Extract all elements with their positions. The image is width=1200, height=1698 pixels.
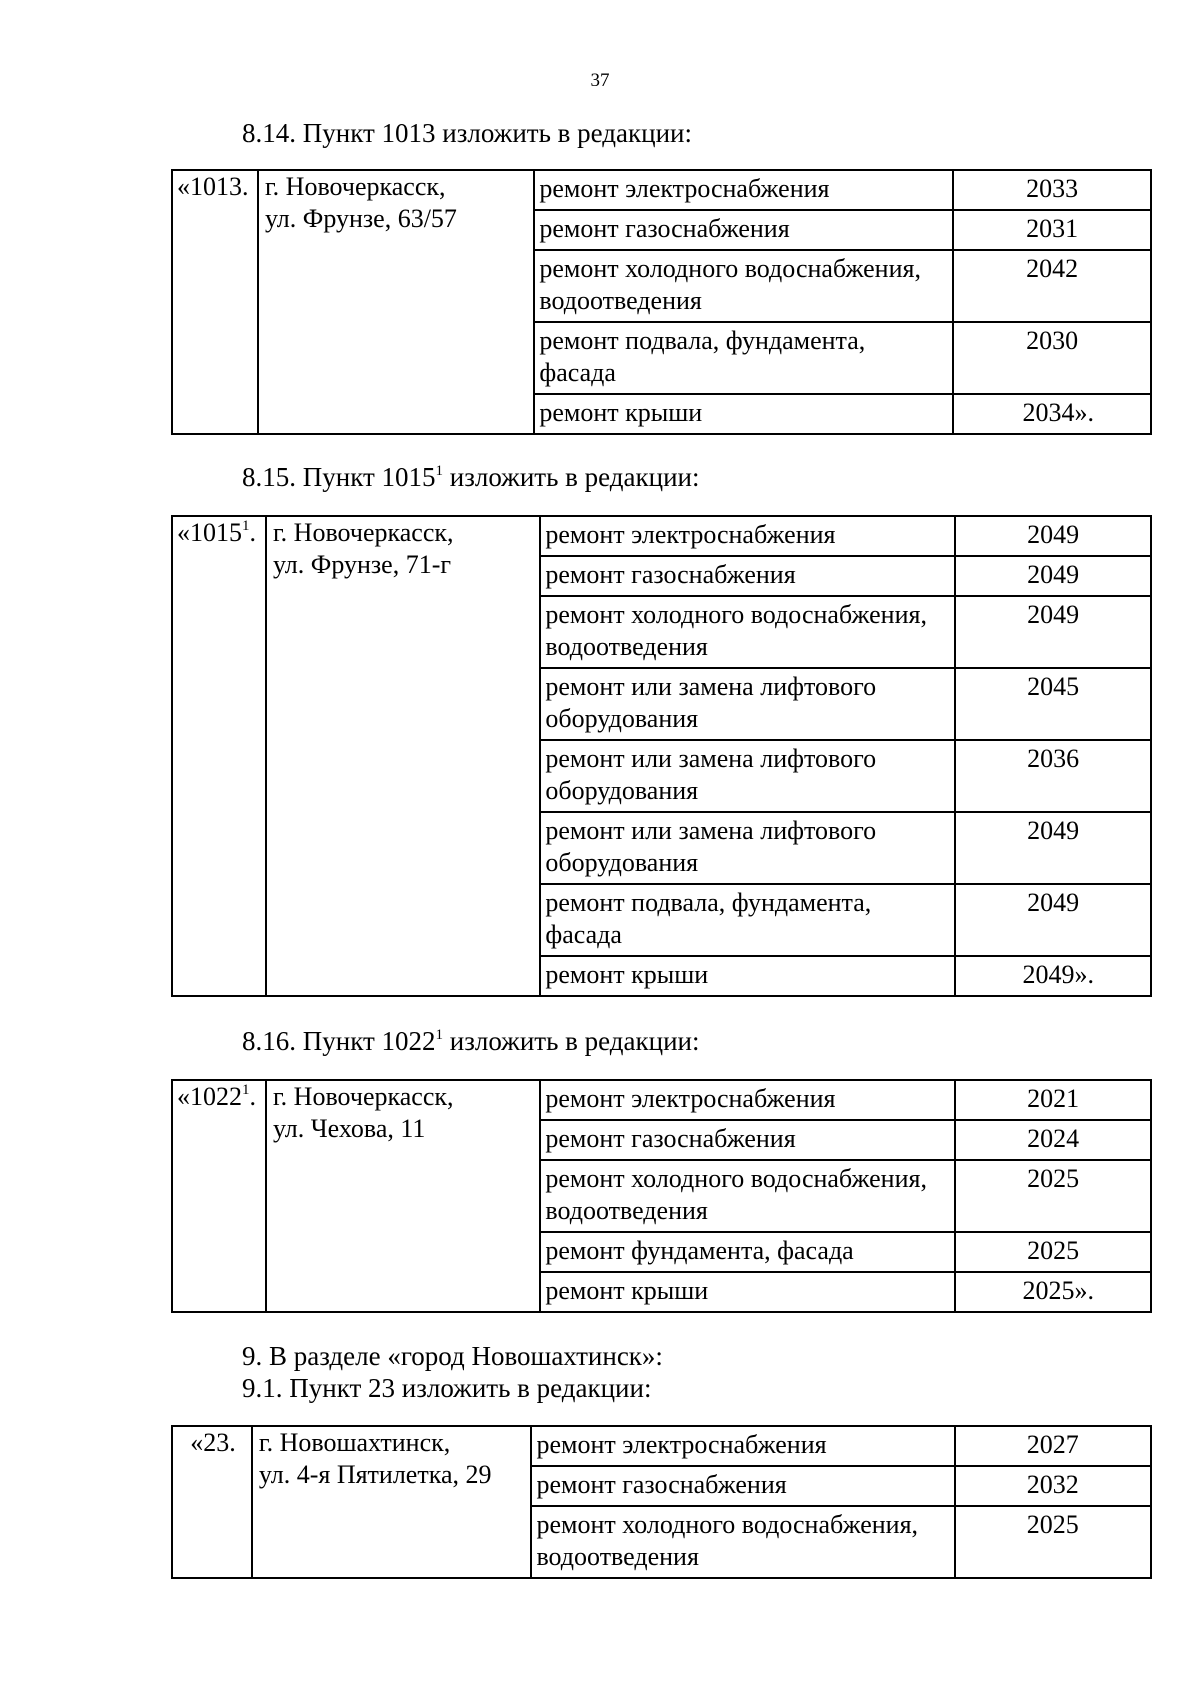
entry-table-1015 — [171, 515, 1152, 997]
work-item: ремонт электроснабжения — [534, 170, 953, 210]
heading-superscript: 1 — [435, 1027, 444, 1043]
entry-number: «1022$^1$. — [172, 1080, 266, 1312]
work-item: ремонт крыши — [534, 394, 953, 434]
entry-table-1022 — [171, 1079, 1152, 1313]
entry-address: г. Новочеркасск, ул. Фрунзе, 71-г — [266, 516, 540, 996]
section-title-9: 9. В разделе «город Новошахтинск»: — [242, 1341, 663, 1371]
heading-text-end: изложить в редакции: — [443, 462, 700, 492]
work-year: 2025 — [955, 1506, 1151, 1578]
heading-text: 8.14. Пункт 1013 — [242, 118, 436, 148]
work-item: ремонт подвала, фундамента, фасада — [534, 322, 953, 394]
section-heading-8-14 — [242, 117, 692, 149]
work-item: ремонт холодного водоснабжения, водоотведения — [531, 1506, 954, 1578]
work-item: ремонт холодного водоснабжения, водоотведения — [534, 250, 953, 322]
work-item: ремонт газоснабжения — [540, 556, 955, 596]
entry-address: г. Новошахтинск, ул. 4-я Пятилетка, 29 — [252, 1426, 532, 1578]
work-year: 2032 — [955, 1466, 1151, 1506]
work-year: 2027 — [955, 1426, 1151, 1466]
heading-text: 8.15. Пункт 1015 — [242, 462, 436, 492]
heading-text: 8.16. Пункт 1022 — [242, 1026, 436, 1056]
work-item: ремонт электроснабжения — [531, 1426, 954, 1466]
work-year: 2024 — [955, 1120, 1151, 1160]
work-year: 2033 — [953, 170, 1151, 210]
work-year: 2025». — [955, 1272, 1151, 1312]
work-year: 2049 — [955, 516, 1151, 556]
work-item: ремонт фундамента, фасада — [540, 1232, 955, 1272]
work-year: 2049». — [955, 956, 1151, 996]
heading-superscript: 1 — [435, 463, 444, 479]
work-year: 2042 — [953, 250, 1151, 322]
work-item: ремонт крыши — [540, 1272, 955, 1312]
work-item: ремонт или замена лифтового оборудования — [540, 668, 955, 740]
work-item: ремонт газоснабжения — [531, 1466, 954, 1506]
heading-text-end: изложить в редакции: — [443, 1026, 700, 1056]
entry-table-23 — [171, 1425, 1152, 1579]
heading-text-end: изложить в редакции: — [435, 118, 692, 148]
work-item: ремонт электроснабжения — [540, 1080, 955, 1120]
work-year: 2030 — [953, 322, 1151, 394]
work-item: ремонт или замена лифтового оборудования — [540, 812, 955, 884]
work-year: 2031 — [953, 210, 1151, 250]
entry-number: «1013. — [172, 170, 258, 434]
work-item: ремонт газоснабжения — [540, 1120, 955, 1160]
work-year: 2045 — [955, 668, 1151, 740]
work-year: 2025 — [955, 1160, 1151, 1232]
entry-address: г. Новочеркасск, ул. Фрунзе, 63/57 — [258, 170, 534, 434]
section-heading-8-15 — [242, 461, 699, 493]
work-item: ремонт газоснабжения — [534, 210, 953, 250]
work-item: ремонт электроснабжения — [540, 516, 955, 556]
entry-number: «23. — [172, 1426, 252, 1578]
work-year: 2034». — [953, 394, 1151, 434]
work-year: 2021 — [955, 1080, 1151, 1120]
section-heading-8-16 — [242, 1025, 699, 1057]
work-item: ремонт подвала, фундамента, фасада — [540, 884, 955, 956]
entry-address: г. Новочеркасск, ул. Чехова, 11 — [266, 1080, 540, 1312]
work-year: 2049 — [955, 596, 1151, 668]
work-item: ремонт холодного водоснабжения, водоотведения — [540, 596, 955, 668]
page-number: 37 — [590, 70, 610, 91]
work-item: ремонт холодного водоснабжения, водоотведения — [540, 1160, 955, 1232]
work-year: 2049 — [955, 556, 1151, 596]
work-year: 2049 — [955, 812, 1151, 884]
work-year: 2049 — [955, 884, 1151, 956]
work-item: ремонт или замена лифтового оборудования — [540, 740, 955, 812]
entry-table-1013 — [171, 169, 1152, 435]
work-year: 2025 — [955, 1232, 1151, 1272]
section-subtitle-9-1: 9.1. Пункт 23 изложить в редакции: — [242, 1373, 652, 1403]
work-item: ремонт крыши — [540, 956, 955, 996]
entry-number: «1015$^1$. — [172, 516, 266, 996]
work-year: 2036 — [955, 740, 1151, 812]
